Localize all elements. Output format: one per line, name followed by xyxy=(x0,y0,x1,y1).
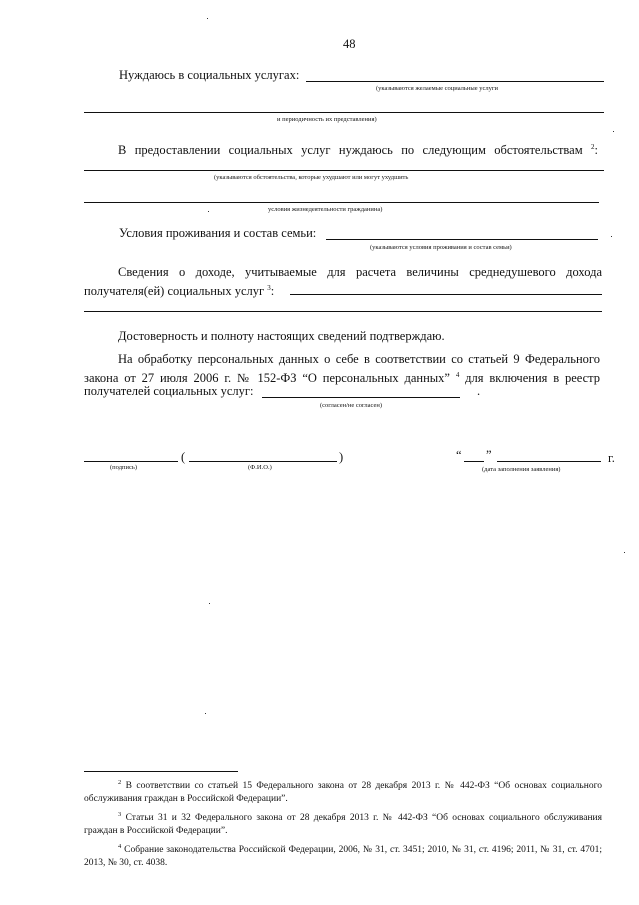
footnote-ref-4: 4 xyxy=(455,371,460,379)
income-line-2-text: получателя(ей) социальных услуг xyxy=(84,284,265,299)
fio-line[interactable] xyxy=(189,461,337,462)
circumstances-input-line-2[interactable] xyxy=(84,202,599,203)
living-hint: (указываются условия проживания и состав семьи) xyxy=(370,244,512,251)
circumstances-hint-1: (указываются обстоятельства, которые ухудшают или могут ухудшить xyxy=(214,174,409,181)
date-hint: (дата заполнения заявления) xyxy=(482,466,561,473)
scan-speck xyxy=(205,713,206,714)
footnotes xyxy=(84,776,602,870)
consent-line-3: получателей социальных услуг: xyxy=(84,384,254,398)
date-quote-close: ” xyxy=(486,448,492,462)
consent-end: . xyxy=(477,384,481,398)
scan-speck xyxy=(613,131,614,132)
fio-open-paren: ( xyxy=(181,450,186,464)
footnote-4 xyxy=(84,840,602,870)
footnote-separator xyxy=(84,771,238,772)
date-day-line[interactable] xyxy=(464,461,484,462)
scan-speck xyxy=(611,236,612,237)
signature-line[interactable] xyxy=(84,461,178,462)
needs-input-line-1[interactable] xyxy=(306,81,604,82)
footnote-ref-3: 3 xyxy=(267,284,271,292)
circumstances-colon: : xyxy=(594,143,598,158)
needs-hint-2: и периодичность их представления) xyxy=(277,116,377,123)
income-line-1: Сведения о доходе, учитываемые для расчета величины среднедушевого дохода xyxy=(118,265,602,279)
consent-input-line[interactable] xyxy=(262,397,460,398)
income-line-2 xyxy=(84,281,274,299)
date-quote-open: “ xyxy=(456,448,462,462)
consent-line-1: На обработку персональных данных о себе в соответствии со статьей 9 Федерального xyxy=(118,352,600,366)
scan-speck xyxy=(209,603,210,604)
signature-hint: (подпись) xyxy=(110,464,137,471)
scan-speck xyxy=(624,552,625,553)
consent-line-2-a: закона от 27 июля 2006 г. № 152-ФЗ “О персональных данных” xyxy=(84,371,450,386)
needs-label: Нуждаюсь в социальных услугах: xyxy=(119,68,300,82)
year-suffix: г. xyxy=(608,451,615,465)
circumstances-text xyxy=(118,140,598,158)
footnote-ref-2: 2 xyxy=(591,143,595,151)
page-number: 48 xyxy=(343,37,356,51)
fio-close-paren: ) xyxy=(339,450,344,464)
living-input-line[interactable] xyxy=(326,239,598,240)
footnote-3-mark: 3 xyxy=(118,811,122,819)
footnote-4-mark: 4 xyxy=(118,843,122,851)
date-month-line[interactable] xyxy=(497,461,601,462)
footnote-2 xyxy=(84,776,602,806)
footnote-3 xyxy=(84,808,602,838)
circumstances-hint-2: условия жизнедеятельности гражданина) xyxy=(268,206,383,213)
consent-line-2-b: для включения в реестр xyxy=(465,371,601,386)
footnote-2-mark: 2 xyxy=(118,779,122,786)
consent-hint: (согласен/не согласен) xyxy=(320,402,382,409)
scan-speck xyxy=(208,211,209,212)
living-label: Условия проживания и состав семьи: xyxy=(119,226,317,240)
footnote-4-text: Собрание законодательства Российской Федерации, 2006, № 31, ст. 3451; 2010, № 31, ст. 4196; 2011, № 31, ст. 4701; 2013, № 30, ст. 4038. xyxy=(84,845,603,869)
confirmation-text: Достоверность и полноту настоящих сведений подтверждаю. xyxy=(118,329,445,343)
footnote-3-text: Статьи 31 и 32 Федерального закона от 28 декабря 2013 г. № 442-ФЗ “Об основах социального обслуживания граждан в Российской Федерации”. xyxy=(84,813,603,837)
circumstances-main: В предоставлении социальных услуг нуждаюсь по следующим обстоятельствам xyxy=(118,143,583,158)
circumstances-input-line-1[interactable] xyxy=(84,170,604,171)
fio-hint: (Ф.И.О.) xyxy=(248,464,272,471)
needs-hint-1: (указываются желаемые социальные услуги xyxy=(376,85,499,92)
needs-input-line-2[interactable] xyxy=(84,112,604,113)
income-input-line-2[interactable] xyxy=(84,311,602,312)
footnote-2-text: В соответствии со статьей 15 Федерального закона от 28 декабря 2013 г. № 442-ФЗ “Об основах социального обслуживания граждан в Российской Федерации”. xyxy=(84,781,602,805)
income-colon: : xyxy=(270,284,275,299)
scan-speck xyxy=(207,18,208,19)
income-input-line-1[interactable] xyxy=(290,294,602,295)
